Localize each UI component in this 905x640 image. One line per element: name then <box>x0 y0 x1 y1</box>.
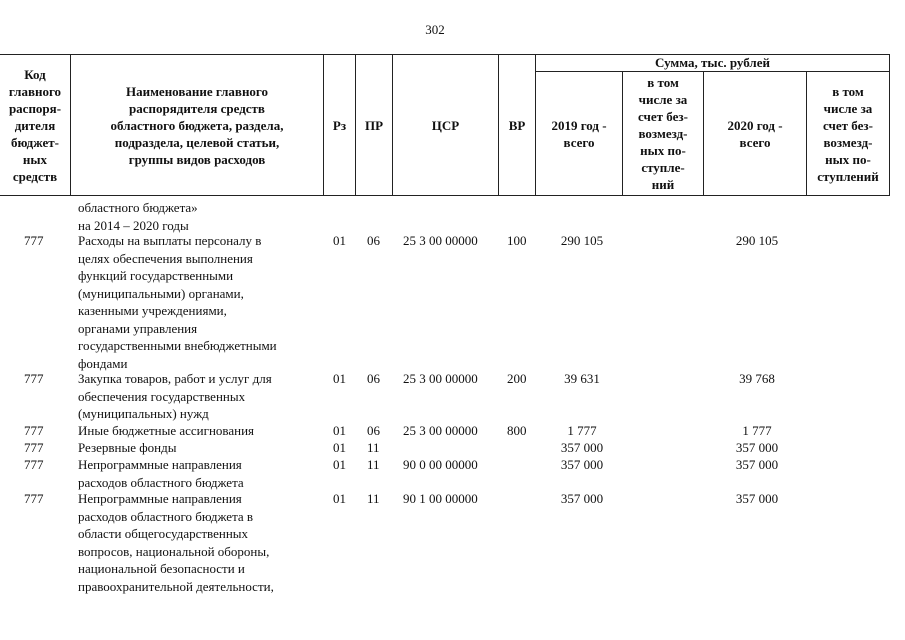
row-rz: 01 <box>333 440 346 455</box>
row-name: Резервные фонды <box>78 440 177 455</box>
row-sum-2020: 357 000 <box>735 440 779 455</box>
row-sum-2020: 39 768 <box>739 371 775 386</box>
row-sum-2020: 357 000 <box>735 491 779 506</box>
row-code: 777 <box>24 440 44 455</box>
row-csr: 25 3 00 00000 <box>403 423 478 438</box>
row-pr: 06 <box>367 371 380 386</box>
row-vr: 800 <box>507 423 527 438</box>
row-sum-2019: 357 000 <box>560 491 604 506</box>
row-sum-2019: 1 777 <box>567 423 597 438</box>
page-number: 302 <box>425 22 445 37</box>
row-csr: 25 3 00 00000 <box>403 371 478 386</box>
header-rz: Рз <box>332 117 347 133</box>
row-name: Закупка товаров, работ и услуг для обеспечения государственных (муниципальных) нужд <box>78 371 272 421</box>
header-pr: ПР <box>364 117 384 133</box>
header-vr: ВР <box>508 117 526 133</box>
row-pr: 11 <box>367 440 380 455</box>
row-name: Непрограммные направления расходов областного бюджета в области общегосударственных вопросов, национальной обороны, национальной безопасности и правоохранительной деятельности, <box>78 491 274 594</box>
header-2019-free: в том числе за счет без- возмезд- ных по- ступле- ний <box>638 75 688 192</box>
row-sum-2019: 290 105 <box>560 233 604 248</box>
header-sum: Сумма, тыс. рублей <box>655 55 770 70</box>
row-rz: 01 <box>333 371 346 386</box>
row-vr: 100 <box>507 233 527 248</box>
header-code: Код главного распоря- дителя бюджет- ных средств <box>8 66 62 184</box>
row-pr: 11 <box>367 457 380 472</box>
header-2020-total: 2020 год - всего <box>727 117 783 150</box>
row-pr: 06 <box>367 423 380 438</box>
row-name: областного бюджета» на 2014 – 2020 годы <box>78 200 198 233</box>
row-rz: 01 <box>333 233 346 248</box>
row-sum-2019: 357 000 <box>560 440 604 455</box>
row-sum-2019: 357 000 <box>560 457 604 472</box>
row-sum-2019: 39 631 <box>564 371 600 386</box>
row-rz: 01 <box>333 457 346 472</box>
header-name: Наименование главного распорядителя средств областного бюджета, раздела, подраздела, целевой статьи, группы видов расходов <box>110 83 284 167</box>
row-rz: 01 <box>333 423 346 438</box>
row-code: 777 <box>24 457 44 472</box>
row-pr: 11 <box>367 491 380 506</box>
table-header <box>0 54 890 196</box>
row-rz: 01 <box>333 491 346 506</box>
row-csr: 90 0 00 00000 <box>403 457 478 472</box>
header-2020-free: в том числе за счет без- возмезд- ных по- ступлений <box>817 83 879 184</box>
row-csr: 25 3 00 00000 <box>403 233 478 248</box>
header-csr: ЦСР <box>431 117 460 133</box>
row-csr: 90 1 00 00000 <box>403 491 478 506</box>
row-code: 777 <box>24 423 44 438</box>
row-code: 777 <box>24 371 44 386</box>
row-name: Расходы на выплаты персоналу в целях обеспечения выполнения функций государственными (муниципальными) органами, казенными учреждениями, органами управления государственными внебюджетными фондами <box>78 233 277 371</box>
row-code: 777 <box>24 491 44 506</box>
row-sum-2020: 1 777 <box>742 423 772 438</box>
row-code: 777 <box>24 233 44 248</box>
row-name: Непрограммные направления расходов областного бюджета <box>78 457 244 490</box>
row-pr: 06 <box>367 233 380 248</box>
row-name: Иные бюджетные ассигнования <box>78 423 255 438</box>
row-sum-2020: 290 105 <box>735 233 779 248</box>
row-sum-2020: 357 000 <box>735 457 779 472</box>
row-vr: 200 <box>507 371 527 386</box>
header-2019-total: 2019 год - всего <box>551 117 607 150</box>
